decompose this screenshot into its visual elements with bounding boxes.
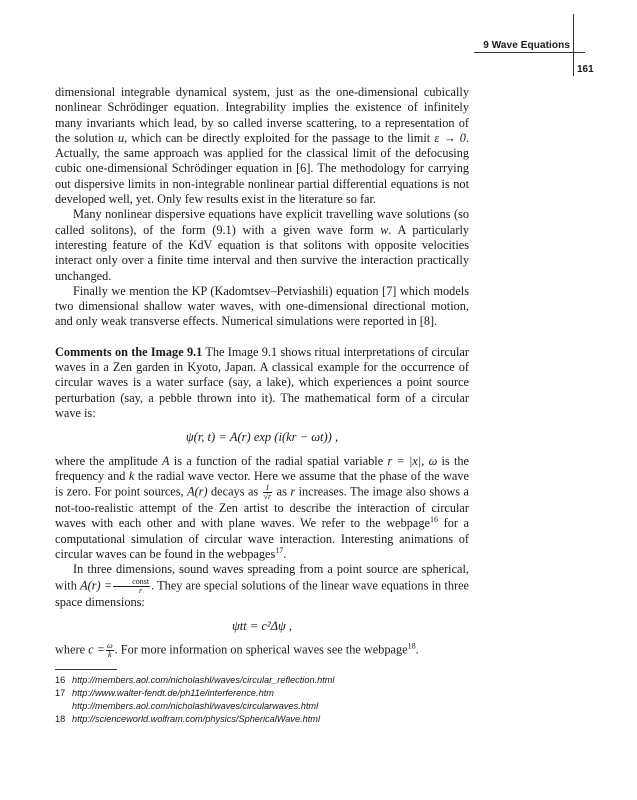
footnote-link[interactable]: http://members.aol.com/nicholashl/waves/circular_reflection.html	[72, 675, 335, 685]
footnote-link[interactable]: http://scienceworld.wolfram.com/physics/SphericalWave.html	[72, 714, 320, 724]
header-rule	[474, 52, 585, 53]
comments-heading: Comments on the Image 9.1	[55, 344, 203, 359]
equation-wave: ψtt = c²Δψ ,	[231, 618, 293, 633]
footnote-17: 17 http://www.walter-fendt.de/ph11e/interference.htm	[55, 687, 469, 700]
fraction-const-over-r: $\frac{\text{const}}{r}$	[113, 578, 150, 595]
footnote-ref-16[interactable]: 16	[430, 515, 438, 525]
footnote-link[interactable]: http://members.aol.com/nicholashl/waves/circularwaves.html	[72, 701, 319, 711]
main-text	[55, 85, 469, 659]
paragraph-comments: Comments on the Image 9.1 The Image 9.1 shows ritual interpretations of circular waves in a Zen garden in Kyoto, Japan. A classical example for the occurrence of circular waves is a water surface (say, a lake), which experiences a point source perturbation (say, a pebble thrown into it). The mathematical form of a circular wave is:	[55, 344, 469, 420]
footnote-17-cont	[55, 700, 469, 713]
paragraph-speed: where c = $\frac{\omega}{k}$ . For more information on spherical waves see the webpage$^{18}$.	[55, 641, 419, 660]
footnote-16: 16 http://members.aol.com/nicholashl/waves/circular_reflection.html	[55, 674, 469, 687]
running-header-chapter: 9 Wave Equations	[483, 40, 570, 51]
footnotes	[55, 674, 469, 726]
footnote-ref-18[interactable]: 18	[407, 641, 416, 651]
footnote-18: 18 http://scienceworld.wolfram.com/physics/SphericalWave.html	[55, 713, 469, 726]
paragraph-kp-equation: Finally we mention the KP (Kadomtsev–Petviashili) equation [7] which models two dimensional shallow water waves, with one-dimensional directional motion, and only weak transverse effects. Numerical simulations were reported in [8].	[55, 283, 469, 329]
paragraph-solitons: Many nonlinear dispersive equations have explicit travelling wave solutions (so called solitons), of the form (9.1) with a given wave form w. A particularly interesting feature of the KdV equation is that solitons with opposite velocities interact only over a finite time interval and then survive the interaction practically unchanged.	[55, 207, 470, 283]
paragraph-spherical: In three dimensions, sound waves spreading from a point source are spherical, with A(r) = $\frac{\text{const}}{r}$ . They are special solutions of the linear wave equations in three space dimensions:	[55, 562, 470, 609]
fraction-one-over-sqrt-r: $\frac{1}{√r}$	[263, 483, 272, 502]
footnote-rule	[55, 669, 117, 670]
footnote-link[interactable]: http://www.walter-fendt.de/ph11e/interference.htm	[72, 688, 274, 698]
header-vertical-rule	[573, 14, 574, 76]
equation-circular-wave: ψ(r, t) = A(r) exp (i(kr − ωt)) ,	[185, 430, 339, 445]
paragraph-amplitude: where the amplitude A is a function of the radial spatial variable r = |x|, ω is the frequency and k the radial wave vector. Here we assume that the phase of the wave is zero. For point sources, A(r) decays as $\frac{1}{√r}$ as r increases. The image also shows a not-too-realistic attempt of the Zen artist to describe the interaction of circular waves with each other and with plane waves. We refer to the webpage$^{16}$ for a computational simulation of circular wave interaction. Interesting animations of circular waves can be found in the webpages$^{17}$.	[55, 453, 470, 562]
footnote-ref-17[interactable]: 17	[275, 546, 284, 556]
fraction-omega-over-k: $\frac{\omega}{k}$	[106, 641, 113, 660]
paragraph-integrability: dimensional integrable dynamical system, just as the one-dimensional cubically nonlinear Schrödinger equation. Integrability implies the existence of infinitely many invariants which lead, by so called inverse scattering, to a representation of the solution u, which can be directly exploited for the passage to the limit ε → 0. Actually, the same approach was applied for the classical limit of the defocusing cubic one-dimensional Schrödinger equation in [6]. The methodology for carrying out dispersive limits in non-integrable nonlinear partial differential equations is not developed well, yet. Only few results exist in the literature so far.	[55, 85, 469, 207]
page-number: 161	[577, 64, 594, 75]
